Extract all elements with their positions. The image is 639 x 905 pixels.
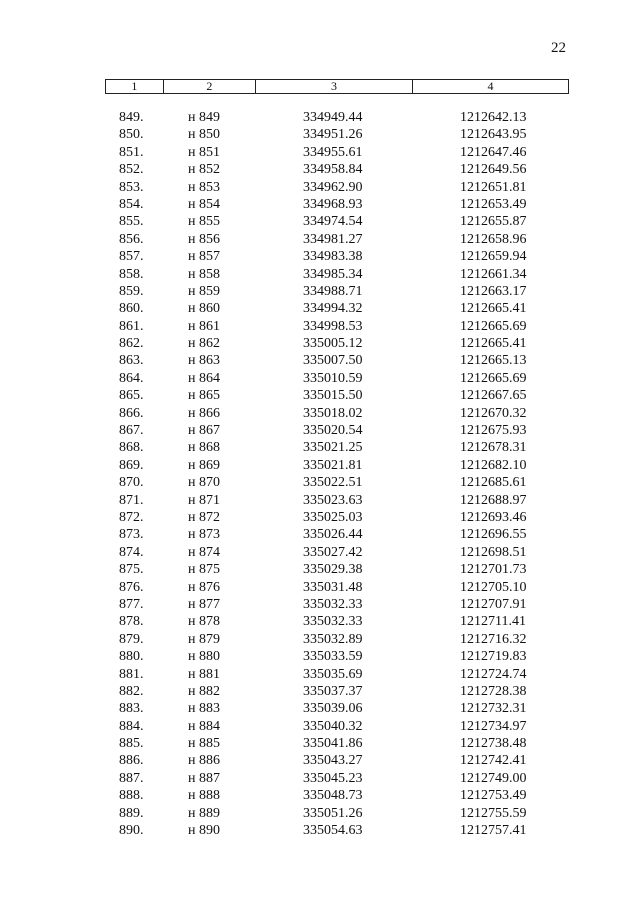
x-coordinate: 334985.34 — [303, 266, 363, 282]
y-coordinate: 1212757.41 — [460, 823, 527, 839]
point-id: н 852 — [188, 162, 220, 178]
y-coordinate: 1212647.46 — [460, 144, 527, 160]
table-row — [0, 439, 639, 456]
x-coordinate: 335051.26 — [303, 805, 363, 821]
y-coordinate: 1212682.10 — [460, 457, 527, 473]
table-row — [0, 613, 639, 630]
row-number: 889. — [119, 805, 144, 821]
x-coordinate: 335015.50 — [303, 388, 363, 404]
point-id: н 866 — [188, 405, 220, 421]
y-coordinate: 1212732.31 — [460, 701, 527, 717]
x-coordinate: 334951.26 — [303, 127, 363, 143]
point-id: н 875 — [188, 562, 220, 578]
row-number: 879. — [119, 631, 144, 647]
x-coordinate: 335020.54 — [303, 423, 363, 439]
point-id: н 887 — [188, 770, 220, 786]
table-row — [0, 161, 639, 178]
row-number: 890. — [119, 823, 144, 839]
point-id: н 881 — [188, 666, 220, 682]
row-number: 877. — [119, 596, 144, 612]
table-row — [0, 579, 639, 596]
x-coordinate: 335035.69 — [303, 666, 363, 682]
table-row — [0, 526, 639, 543]
y-coordinate: 1212649.56 — [460, 162, 527, 178]
table-row — [0, 631, 639, 648]
column-header-table — [105, 79, 569, 94]
x-coordinate: 334988.71 — [303, 283, 363, 299]
table-row — [0, 561, 639, 578]
row-number: 886. — [119, 753, 144, 769]
x-coordinate: 335026.44 — [303, 527, 363, 543]
x-coordinate: 335021.81 — [303, 457, 363, 473]
x-coordinate: 335007.50 — [303, 353, 363, 369]
point-id: н 853 — [188, 179, 220, 195]
y-coordinate: 1212678.31 — [460, 440, 527, 456]
x-coordinate: 335032.33 — [303, 596, 363, 612]
point-id: н 858 — [188, 266, 220, 282]
y-coordinate: 1212685.61 — [460, 475, 527, 491]
x-coordinate: 335005.12 — [303, 336, 363, 352]
point-id: н 857 — [188, 249, 220, 265]
point-id: н 884 — [188, 718, 220, 734]
column-header-row — [106, 80, 569, 94]
y-coordinate: 1212665.69 — [460, 318, 527, 334]
y-coordinate: 1212665.41 — [460, 336, 527, 352]
table-row — [0, 318, 639, 335]
x-coordinate: 335041.86 — [303, 736, 363, 752]
table-row — [0, 596, 639, 613]
coordinates-table-body — [0, 109, 639, 839]
row-number: 872. — [119, 509, 144, 525]
page-number: 22 — [551, 40, 566, 56]
point-id: н 850 — [188, 127, 220, 143]
x-coordinate: 335048.73 — [303, 788, 363, 804]
table-row — [0, 144, 639, 161]
y-coordinate: 1212693.46 — [460, 509, 527, 525]
row-number: 867. — [119, 423, 144, 439]
point-id: н 886 — [188, 753, 220, 769]
table-row — [0, 109, 639, 126]
column-header-4: 4 — [413, 80, 569, 94]
y-coordinate: 1212711.41 — [460, 614, 526, 630]
x-coordinate: 335031.48 — [303, 579, 363, 595]
row-number: 868. — [119, 440, 144, 456]
point-id: н 863 — [188, 353, 220, 369]
x-coordinate: 334955.61 — [303, 144, 363, 160]
y-coordinate: 1212675.93 — [460, 423, 527, 439]
table-row — [0, 457, 639, 474]
point-id: н 890 — [188, 823, 220, 839]
point-id: н 888 — [188, 788, 220, 804]
row-number: 859. — [119, 283, 144, 299]
point-id: н 880 — [188, 649, 220, 665]
point-id: н 877 — [188, 596, 220, 612]
y-coordinate: 1212655.87 — [460, 214, 527, 230]
row-number: 878. — [119, 614, 144, 630]
y-coordinate: 1212734.97 — [460, 718, 527, 734]
x-coordinate: 334968.93 — [303, 196, 363, 212]
point-id: н 859 — [188, 283, 220, 299]
point-id: н 878 — [188, 614, 220, 630]
row-number: 854. — [119, 196, 144, 212]
y-coordinate: 1212653.49 — [460, 196, 527, 212]
x-coordinate: 334962.90 — [303, 179, 363, 195]
point-id: н 856 — [188, 231, 220, 247]
x-coordinate: 335043.27 — [303, 753, 363, 769]
table-row — [0, 770, 639, 787]
y-coordinate: 1212665.13 — [460, 353, 527, 369]
y-coordinate: 1212663.17 — [460, 283, 527, 299]
table-row — [0, 509, 639, 526]
x-coordinate: 335022.51 — [303, 475, 363, 491]
point-id: н 861 — [188, 318, 220, 334]
x-coordinate: 335023.63 — [303, 492, 363, 508]
column-header-1: 1 — [106, 80, 164, 94]
point-id: н 867 — [188, 423, 220, 439]
point-id: н 870 — [188, 475, 220, 491]
y-coordinate: 1212667.65 — [460, 388, 527, 404]
row-number: 869. — [119, 457, 144, 473]
y-coordinate: 1212738.48 — [460, 736, 527, 752]
table-row — [0, 822, 639, 839]
table-row — [0, 248, 639, 265]
y-coordinate: 1212688.97 — [460, 492, 527, 508]
row-number: 884. — [119, 718, 144, 734]
x-coordinate: 334949.44 — [303, 110, 363, 125]
table-row — [0, 196, 639, 213]
y-coordinate: 1212698.51 — [460, 544, 527, 560]
row-number: 861. — [119, 318, 144, 334]
row-number: 852. — [119, 162, 144, 178]
table-row — [0, 231, 639, 248]
x-coordinate: 335018.02 — [303, 405, 363, 421]
table-row — [0, 213, 639, 230]
table-row — [0, 700, 639, 717]
x-coordinate: 335010.59 — [303, 370, 363, 386]
point-id: н 882 — [188, 683, 220, 699]
row-number: 865. — [119, 388, 144, 404]
point-id: н 855 — [188, 214, 220, 230]
point-id: н 873 — [188, 527, 220, 543]
row-number: 849. — [119, 110, 144, 125]
point-id: н 889 — [188, 805, 220, 821]
table-row — [0, 300, 639, 317]
table-row — [0, 179, 639, 196]
row-number: 881. — [119, 666, 144, 682]
point-id: н 874 — [188, 544, 220, 560]
row-number: 866. — [119, 405, 144, 421]
table-row — [0, 735, 639, 752]
x-coordinate: 335033.59 — [303, 649, 363, 665]
y-coordinate: 1212753.49 — [460, 788, 527, 804]
y-coordinate: 1212643.95 — [460, 127, 527, 143]
row-number: 871. — [119, 492, 144, 508]
y-coordinate: 1212705.10 — [460, 579, 527, 595]
y-coordinate: 1212755.59 — [460, 805, 527, 821]
y-coordinate: 1212659.94 — [460, 249, 527, 265]
column-header-3: 3 — [256, 80, 413, 94]
x-coordinate: 335040.32 — [303, 718, 363, 734]
y-coordinate: 1212716.32 — [460, 631, 527, 647]
row-number: 858. — [119, 266, 144, 282]
y-coordinate: 1212665.41 — [460, 301, 527, 317]
point-id: н 885 — [188, 736, 220, 752]
table-row — [0, 370, 639, 387]
x-coordinate: 334998.53 — [303, 318, 363, 334]
table-row — [0, 422, 639, 439]
x-coordinate: 335032.89 — [303, 631, 363, 647]
y-coordinate: 1212728.38 — [460, 683, 527, 699]
table-row — [0, 648, 639, 665]
row-number: 880. — [119, 649, 144, 665]
row-number: 851. — [119, 144, 144, 160]
x-coordinate: 335054.63 — [303, 823, 363, 839]
row-number: 857. — [119, 249, 144, 265]
point-id: н 865 — [188, 388, 220, 404]
point-id: н 851 — [188, 144, 220, 160]
row-number: 856. — [119, 231, 144, 247]
table-row — [0, 666, 639, 683]
point-id: н 868 — [188, 440, 220, 456]
table-row — [0, 683, 639, 700]
table-row — [0, 352, 639, 369]
table-row — [0, 335, 639, 352]
x-coordinate: 334958.84 — [303, 162, 363, 178]
row-number: 885. — [119, 736, 144, 752]
point-id: н 849 — [188, 110, 220, 125]
x-coordinate: 334974.54 — [303, 214, 363, 230]
row-number: 870. — [119, 475, 144, 491]
table-row — [0, 718, 639, 735]
x-coordinate: 335039.06 — [303, 701, 363, 717]
x-coordinate: 334981.27 — [303, 231, 363, 247]
y-coordinate: 1212742.41 — [460, 753, 527, 769]
row-number: 873. — [119, 527, 144, 543]
row-number: 862. — [119, 336, 144, 352]
column-header-2: 2 — [163, 80, 255, 94]
x-coordinate: 335032.33 — [303, 614, 363, 630]
table-row — [0, 544, 639, 561]
y-coordinate: 1212707.91 — [460, 596, 527, 612]
table-row — [0, 752, 639, 769]
row-number: 882. — [119, 683, 144, 699]
point-id: н 864 — [188, 370, 220, 386]
table-row — [0, 283, 639, 300]
row-number: 864. — [119, 370, 144, 386]
point-id: н 876 — [188, 579, 220, 595]
x-coordinate: 335029.38 — [303, 562, 363, 578]
y-coordinate: 1212724.74 — [460, 666, 527, 682]
table-row — [0, 405, 639, 422]
row-number: 888. — [119, 788, 144, 804]
table-row — [0, 492, 639, 509]
point-id: н 854 — [188, 196, 220, 212]
point-id: н 862 — [188, 336, 220, 352]
y-coordinate: 1212658.96 — [460, 231, 527, 247]
point-id: н 883 — [188, 701, 220, 717]
point-id: н 879 — [188, 631, 220, 647]
y-coordinate: 1212749.00 — [460, 770, 527, 786]
point-id: н 869 — [188, 457, 220, 473]
y-coordinate: 1212651.81 — [460, 179, 527, 195]
point-id: н 872 — [188, 509, 220, 525]
table-row — [0, 474, 639, 491]
row-number: 850. — [119, 127, 144, 143]
point-id: н 860 — [188, 301, 220, 317]
row-number: 853. — [119, 179, 144, 195]
table-row — [0, 266, 639, 283]
row-number: 875. — [119, 562, 144, 578]
x-coordinate: 335045.23 — [303, 770, 363, 786]
y-coordinate: 1212665.69 — [460, 370, 527, 386]
x-coordinate: 335021.25 — [303, 440, 363, 456]
row-number: 887. — [119, 770, 144, 786]
table-row — [0, 387, 639, 404]
y-coordinate: 1212719.83 — [460, 649, 527, 665]
x-coordinate: 335027.42 — [303, 544, 363, 560]
x-coordinate: 334983.38 — [303, 249, 363, 265]
table-row — [0, 126, 639, 143]
row-number: 876. — [119, 579, 144, 595]
point-id: н 871 — [188, 492, 220, 508]
row-number: 860. — [119, 301, 144, 317]
y-coordinate: 1212661.34 — [460, 266, 527, 282]
y-coordinate: 1212701.73 — [460, 562, 527, 578]
table-row — [0, 787, 639, 804]
table-row — [0, 805, 639, 822]
y-coordinate: 1212670.32 — [460, 405, 527, 421]
row-number: 863. — [119, 353, 144, 369]
x-coordinate: 335025.03 — [303, 509, 363, 525]
row-number: 883. — [119, 701, 144, 717]
x-coordinate: 334994.32 — [303, 301, 363, 317]
row-number: 855. — [119, 214, 144, 230]
x-coordinate: 335037.37 — [303, 683, 363, 699]
y-coordinate: 1212696.55 — [460, 527, 527, 543]
y-coordinate: 1212642.13 — [460, 110, 527, 125]
row-number: 874. — [119, 544, 144, 560]
